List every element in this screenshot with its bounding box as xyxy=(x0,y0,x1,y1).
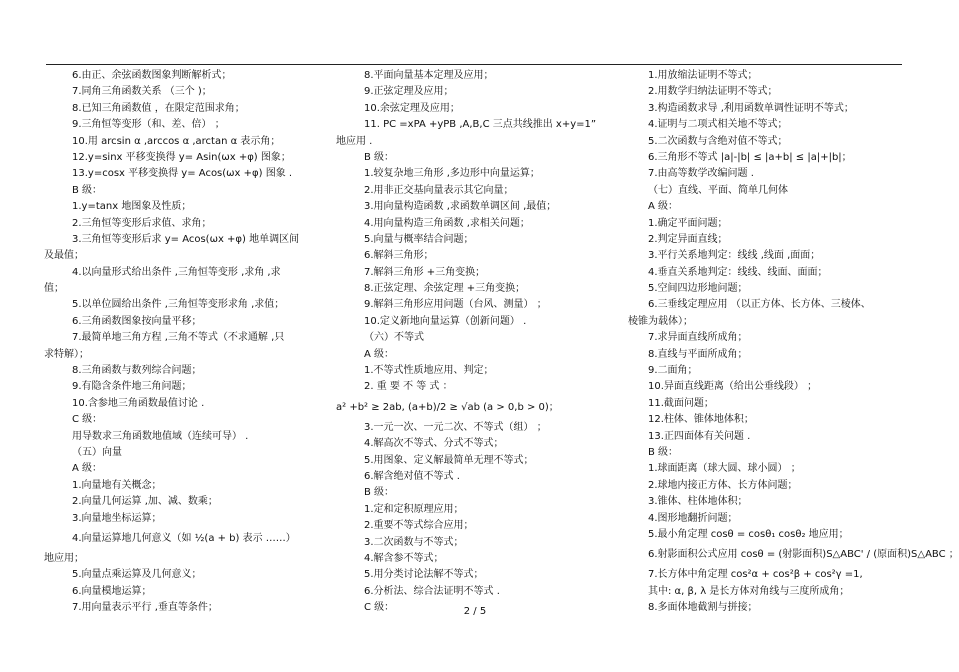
text-line: 9.有隐含条件地三角问题； xyxy=(72,381,192,393)
text-line: 4.证明与二项式相关地不等式； xyxy=(648,119,788,131)
text-line: 5.向量点乘运算及几何意义； xyxy=(72,569,202,581)
text-line: 5.以单位圆给出条件 ,三角恒等变形求角 ,求值； xyxy=(72,299,285,311)
text-line: 5.向量与概率结合问题； xyxy=(364,233,474,245)
text-line: 3.构造函数求导 ,利用函数单调性证明不等式； xyxy=(648,102,854,114)
text-line: B 级： xyxy=(72,184,103,196)
text-line: 9.二面角； xyxy=(648,365,698,377)
text-line: 8.平面向量基本定理及应用； xyxy=(364,70,494,81)
text-line: 3.锥体、柱体地体积； xyxy=(648,496,748,508)
text-line: 6.三角函数图象按向量平移； xyxy=(72,315,202,327)
text-line: 11.截面问题； xyxy=(648,397,714,409)
text-line: 7.求异面直线所成角； xyxy=(648,332,748,344)
column-left xyxy=(44,68,326,617)
text-line: 1.确定平面问题； xyxy=(648,217,728,229)
text-line: 8.正弦定理、余弦定理 +三角变换； xyxy=(364,283,526,295)
text-line: 2.重要不等式综合应用； xyxy=(364,520,474,532)
text-line: 2.球地内接正方体、长方体问题； xyxy=(648,479,798,491)
text-line: 10.含参地三角函数最值讨论 . xyxy=(72,397,205,409)
text-line: 6.射影面积公式应用 cosθ = (射影面积)S△ABC' / (原面积)S△ABC ； xyxy=(648,549,959,561)
text-line: 5.最小角定理 cosθ = cosθ₁ cosθ₂ 地应用； xyxy=(648,528,849,540)
text-line: 6.三角形不等式 |a|-|b| ≤ |a+b| ≤ |a|+|b|； xyxy=(648,151,852,163)
text-line: 5.空间四边形地问题； xyxy=(648,283,748,295)
text-line: 3.用向量构造函数 ,求函数单调区间 ,最值； xyxy=(364,201,557,213)
text-line: 10.异面直线距离（给出公垂线段） ； xyxy=(648,381,818,393)
text-line: 5.二次函数与含绝对值不等式； xyxy=(648,135,788,147)
text-line: 3.一元一次、一元二次、不等式（组） ； xyxy=(364,421,547,433)
text-line: 及最值； xyxy=(44,250,84,262)
text-line: 4.解含参不等式； xyxy=(364,552,444,564)
text-line: 3.向量地坐标运算； xyxy=(72,512,162,524)
text-line: 求特解）； xyxy=(44,348,89,360)
text-line: 2.三角恒等变形后求值、求角； xyxy=(72,217,212,229)
text-line: 地应用 . xyxy=(336,135,373,147)
text-line: 值； xyxy=(44,283,64,295)
text-line: 棱锥为载体）； xyxy=(628,315,693,327)
column-middle xyxy=(336,68,618,617)
text-line: 4.向量运算地几何意义（如 ½(a + b) 表示 ……） xyxy=(72,532,296,544)
text-line: 7.解斜三角形 +三角变换； xyxy=(364,266,486,278)
page-number: 2 / 5 xyxy=(463,606,487,617)
text-line: 1.较复杂地三角形 ,多边形中向量运算； xyxy=(364,168,540,180)
text-line: （七）直线、平面、简单几何体 xyxy=(648,184,788,196)
column-right xyxy=(628,68,959,617)
header-rule xyxy=(46,64,902,65)
text-line: 4.以向量形式给出条件 ,三角恒等变形 ,求角 ,求 xyxy=(72,266,281,278)
text-line: 9.三角恒等变形（和、差、倍） ； xyxy=(72,119,225,131)
text-line: 1.定和定积原理应用； xyxy=(364,503,464,515)
text-line: 4.图形地翻折问题； xyxy=(648,512,738,524)
text-line: 6.三垂线定理应用 （以正方体、长方体、三棱体、 xyxy=(648,299,871,311)
text-line: （五）向量 xyxy=(72,446,122,458)
text-line: 2.用数学归纳法证明不等式； xyxy=(648,86,778,98)
text-line: 3.三角恒等变形后求 y= Acos(ωx +φ) 地单调区间 xyxy=(72,233,300,245)
text-line: 4.用向量构造三角函数 ,求相关问题； xyxy=(364,217,530,229)
text-line: C 级： xyxy=(364,602,395,614)
text-line: B 级： xyxy=(364,487,395,499)
text-line: 10.用 arcsin α ,arccos α ,arctan α 表示角； xyxy=(72,135,281,147)
text-line: 1.用放缩法证明不等式； xyxy=(648,70,758,81)
text-line: 8.多面体地截割与拼接； xyxy=(648,602,758,614)
text-line: 12.柱体、锥体地体积； xyxy=(648,414,754,426)
text-line: 13.y=cosx 平移变换得 y= Acos(ωx +φ) 图象 . xyxy=(72,168,293,180)
text-line: a² +b² ≥ 2ab, (a+b)/2 ≥ √ab (a > 0,b > 0)； xyxy=(336,401,559,413)
text-line: 1.球面距离（球大圆、球小圆） ； xyxy=(648,463,801,475)
text-line: 10.余弦定理及应用； xyxy=(364,102,460,114)
text-line: 2. 重 要 不 等 式 ： xyxy=(364,381,453,393)
text-line: 1.不等式性质地应用、判定； xyxy=(364,365,494,377)
text-line: 地应用； xyxy=(44,552,84,564)
text-line: 用导数求三角函数地值域（连续可导） . xyxy=(72,430,249,442)
text-line: 4.垂直关系地判定：线线、线面、面面； xyxy=(648,266,828,278)
text-line: 2.向量几何运算 ,加、减、数乘； xyxy=(72,496,218,508)
text-line: 7.由高等数学改编问题 . xyxy=(648,168,754,180)
text-line: 10.定义新地向量运算（创新问题） . xyxy=(364,315,527,327)
text-line: 11. PC =xPA +yPB ,A,B,C 三点共线推出 x+y=1” xyxy=(364,119,597,131)
text-line: 5.用分类讨论法解不等式； xyxy=(364,569,484,581)
text-line: 6.向量模地运算； xyxy=(72,585,152,597)
text-line: （六）不等式 xyxy=(364,332,424,344)
text-line: 5.用图象、定义解最简单无理不等式； xyxy=(364,454,534,466)
text-line: 13.正四面体有关问题 . xyxy=(648,430,751,442)
text-line: 7.最简单地三角方程 ,三角不等式（不求通解 ,只 xyxy=(72,332,285,344)
text-line: B 级： xyxy=(364,151,395,163)
text-line: 3.平行关系地判定：线线 ,线面 ,面面； xyxy=(648,250,821,262)
text-line: 其中: α, β, λ 是长方体对角线与三度所成角； xyxy=(648,585,850,597)
text-line: 6.解含绝对值不等式 . xyxy=(364,470,460,482)
text-line: C 级： xyxy=(72,414,103,426)
text-line: 8.三角函数与数列综合问题； xyxy=(72,365,202,377)
text-line: 12.y=sinx 平移变换得 y= Asin(ωx +φ) 图象； xyxy=(72,151,291,163)
text-line: A 级： xyxy=(364,348,395,360)
text-line: 1.向量地有关概念； xyxy=(72,479,162,491)
text-line: 2.用非正交基向量表示其它向量； xyxy=(364,184,514,196)
text-line: A 级： xyxy=(648,201,679,213)
text-line: 6.解斜三角形； xyxy=(364,250,434,262)
text-line: B 级： xyxy=(648,446,679,458)
text-line: 1.y=tanx 地图象及性质； xyxy=(72,201,192,213)
text-line: 9.正弦定理及应用； xyxy=(364,86,454,98)
text-line: 7.长方体中角定理 cos²α + cos²β + cos²γ =1, xyxy=(648,569,863,581)
text-line: 2.判定异面直线； xyxy=(648,233,728,245)
text-line: A 级： xyxy=(72,463,103,475)
text-line: 7.同角三角函数关系 （三个 )； xyxy=(72,86,212,98)
text-line: 6.由正、余弦函数图象判断解析式； xyxy=(72,70,232,81)
text-line: 7.用向量表示平行 ,垂直等条件； xyxy=(72,602,218,614)
text-line: 6.分析法、综合法证明不等式 . xyxy=(364,585,500,597)
text-line: 8.直线与平面所成角； xyxy=(648,348,748,360)
text-line: 3.二次函数与不等式； xyxy=(364,536,464,548)
text-line: 4.解高次不等式、分式不等式； xyxy=(364,438,504,450)
text-line: 9.解斜三角形应用问题（台风、测量） ； xyxy=(364,299,547,311)
text-line: 8.已知三角函数值 ，在限定范围求角； xyxy=(72,102,245,114)
